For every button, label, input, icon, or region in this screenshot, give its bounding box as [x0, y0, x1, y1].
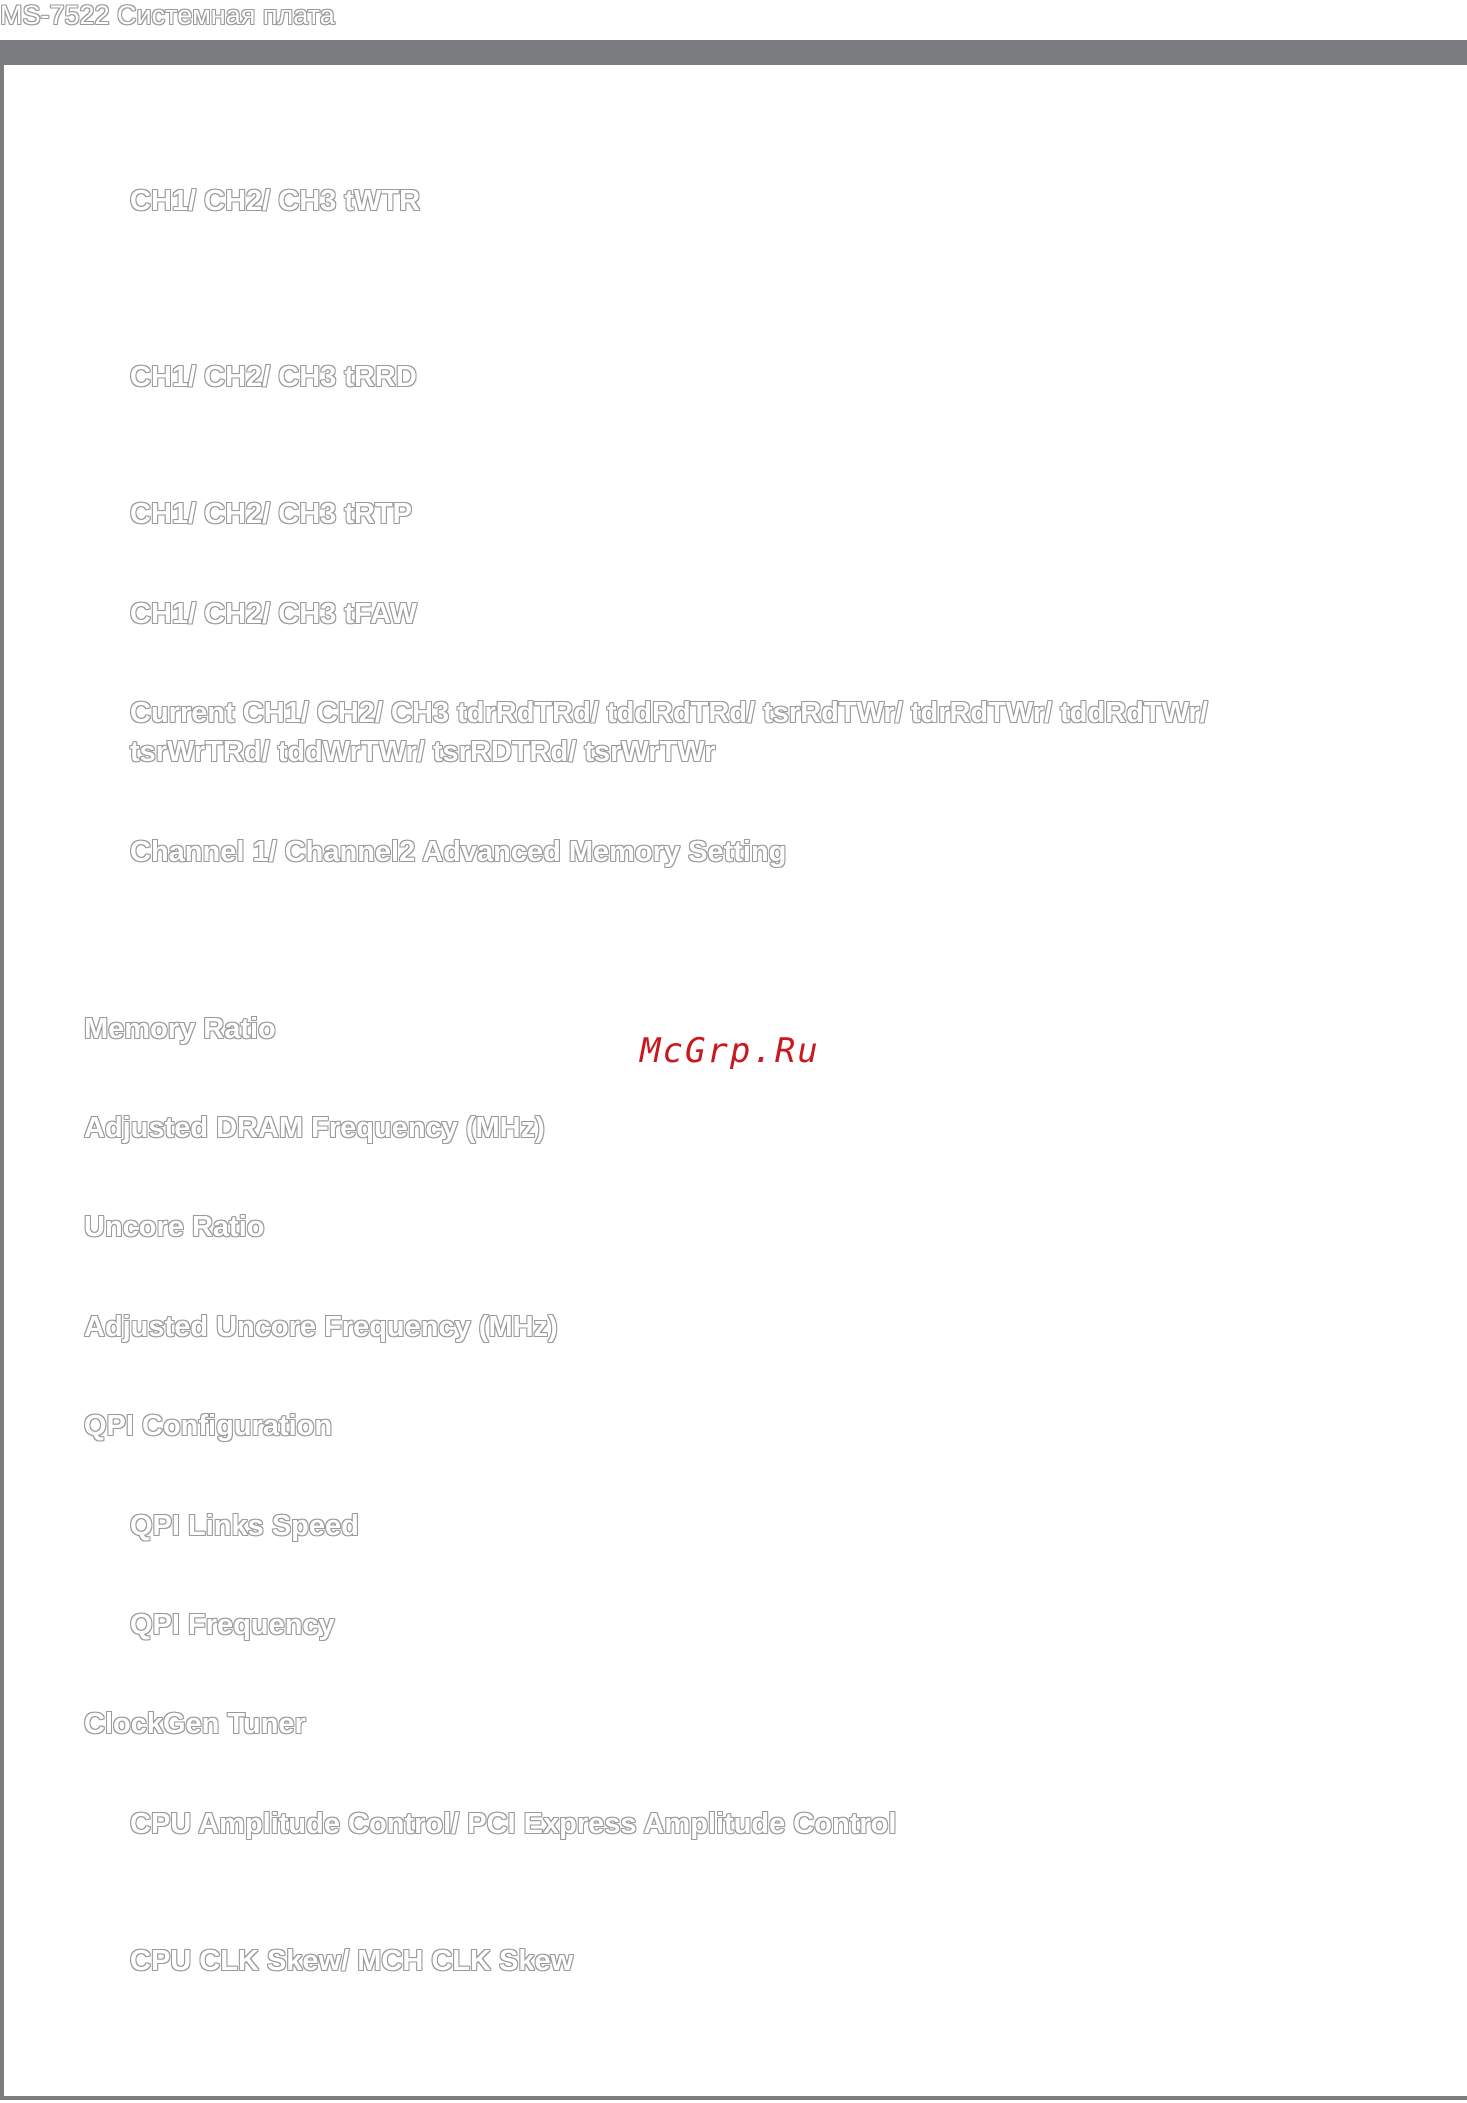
item-ch-trrd: CH1/ CH2/ CH3 tRRD	[130, 361, 417, 393]
header-bar	[0, 40, 1467, 65]
item-qpi-frequency: QPI Frequency	[130, 1609, 335, 1641]
item-clockgen-tuner: ClockGen Tuner	[84, 1708, 306, 1740]
watermark: McGrp.Ru	[640, 1031, 820, 1071]
item-uncore-ratio: Uncore Ratio	[84, 1211, 265, 1243]
item-adjusted-uncore-frequency: Adjusted Uncore Frequency (MHz)	[84, 1311, 558, 1343]
page-header-title: MS-7522 Системная плата	[0, 0, 335, 30]
item-cpu-mch-clk-skew: CPU CLK Skew/ MCH CLK Skew	[130, 1945, 574, 1977]
item-qpi-configuration: QPI Configuration	[84, 1410, 333, 1442]
item-ch-trtp: CH1/ CH2/ CH3 tRTP	[130, 498, 412, 530]
item-qpi-links-speed: QPI Links Speed	[130, 1510, 359, 1542]
item-ch-twtr: CH1/ CH2/ CH3 tWTR	[130, 185, 421, 217]
item-ch-tfaw: CH1/ CH2/ CH3 tFAW	[130, 598, 417, 630]
item-current-ch-timings-line2: tsrWrTRd/ tddWrTWr/ tsrRDTRd/ tsrWrTWr	[130, 736, 716, 768]
page-frame-left	[0, 40, 4, 2100]
item-cpu-pcie-amplitude-control: CPU Amplitude Control/ PCI Express Amplitude Control	[130, 1808, 897, 1840]
item-memory-ratio: Memory Ratio	[84, 1013, 276, 1045]
item-current-ch-timings-line1: Current CH1/ CH2/ CH3 tdrRdTRd/ tddRdTRd/ tsrRdTWr/ tdrRdTWr/ tddRdTWr/	[130, 697, 1208, 729]
item-channel-advanced-memory-setting: Channel 1/ Channel2 Advanced Memory Setting	[130, 836, 787, 868]
page-frame-bottom	[0, 2096, 1467, 2100]
item-adjusted-dram-frequency: Adjusted DRAM Frequency (MHz)	[84, 1112, 545, 1144]
